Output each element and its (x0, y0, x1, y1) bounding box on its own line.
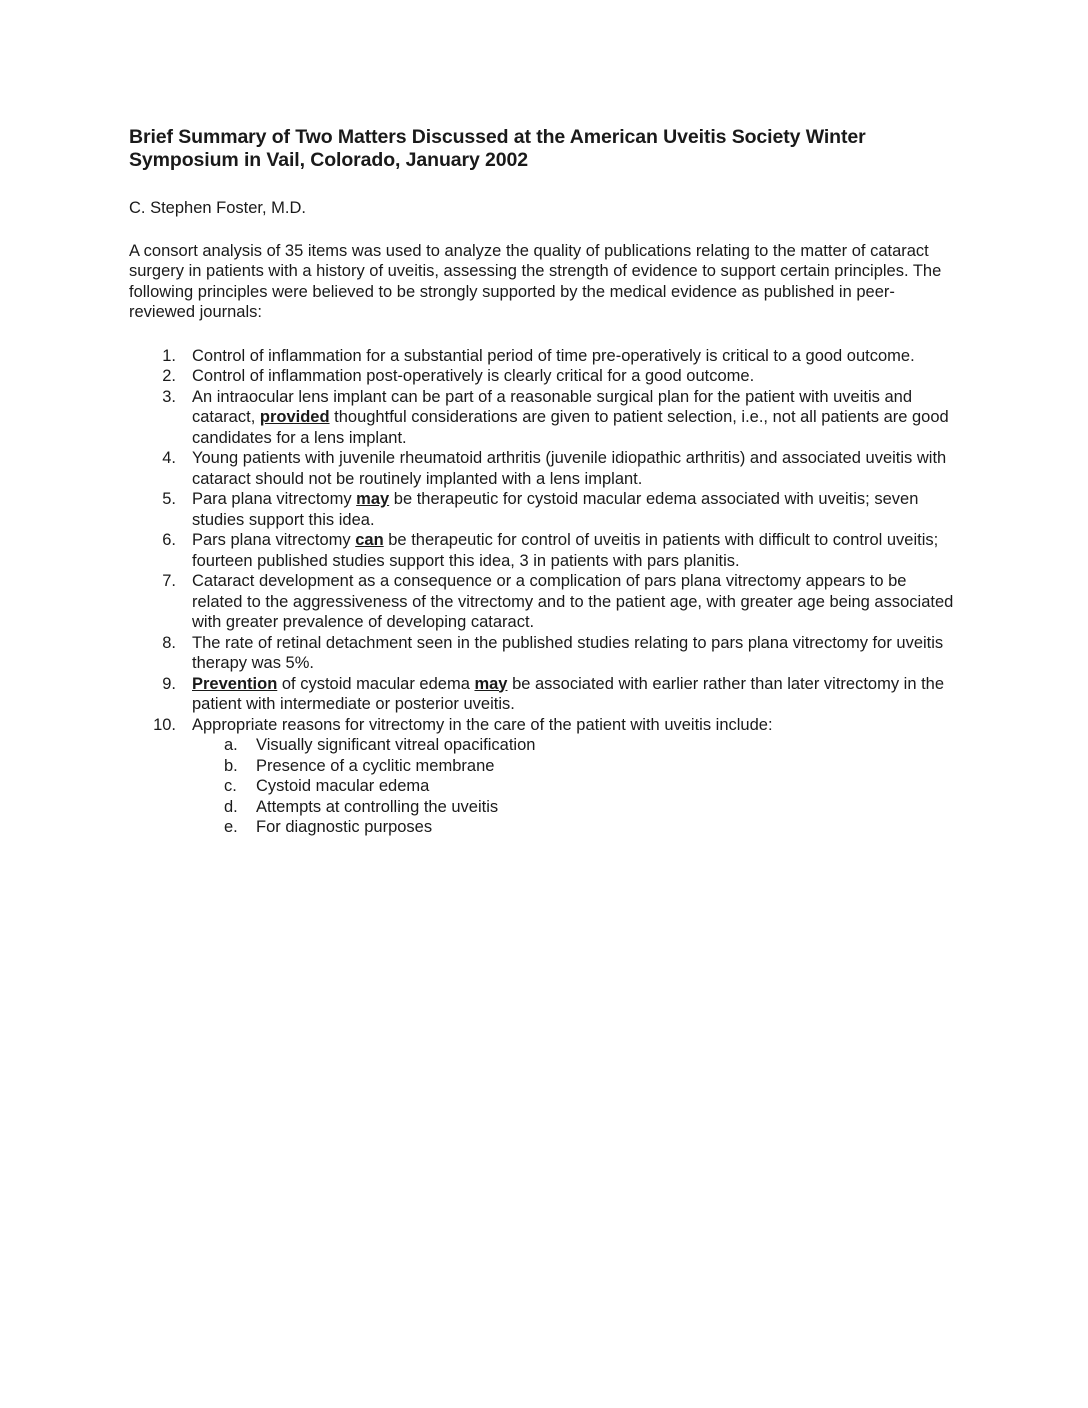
sublist-letter: c. (224, 777, 237, 795)
item-number: 5. (162, 490, 176, 508)
sublist-text: Visually significant vitreal opacification (256, 736, 536, 754)
item-number: 6. (162, 531, 176, 549)
item-text-after: thoughtful considerations are given to patient selection, i.e., not all patients are good candidates for a lens implant. (192, 408, 949, 447)
item-text: Control of inflammation post-operatively is clearly critical for a good outcome. (192, 367, 755, 385)
sublist-text: Attempts at controlling the uveitis (256, 797, 499, 816)
emphasis-prevention: Prevention (192, 674, 278, 693)
item-text-before: An intraocular lens implant can be part of a reasonable surgical plan for the patient with uveitis and cataract, (192, 387, 913, 426)
emphasis-may: may (474, 674, 508, 693)
emphasis-provided: provided (259, 408, 330, 426)
item-text-after: be therapeutic for cystoid macular edema associated with uveitis; seven studies support this idea. (192, 490, 919, 529)
list-item (129, 387, 959, 449)
item-number: 10. (153, 715, 176, 734)
item-text-after: be therapeutic for control of uveitis in patients with difficult to control uveitis; fourteen published studies support this idea, 3 in patients with pars planitis. (192, 531, 939, 570)
sublist-letter: a. (224, 736, 238, 754)
author-name: C. Stephen Foster, M.D. (129, 199, 306, 217)
sublist-text: Presence of a cyclitic membrane (256, 756, 495, 775)
sublist-text: Cystoid macular edema (256, 777, 430, 795)
list-item (129, 715, 959, 838)
item-number: 9. (162, 674, 176, 693)
list-item (129, 366, 959, 387)
principles-list (129, 346, 959, 838)
emphasis-can: can (355, 531, 384, 549)
item-number: 2. (162, 367, 176, 385)
item-text-middle: of cystoid macular edema (277, 674, 475, 693)
sublist-text: For diagnostic purposes (256, 818, 433, 836)
item-text: Cataract development as a consequence or a complication of pars plana vitrectomy appears to be related to the aggressiveness of the vitrectomy and to the patient age, with greater age being associated with greater prevalence of developing cataract. (192, 572, 954, 631)
item-number: 4. (162, 449, 176, 467)
list-item (129, 633, 959, 674)
item-text: Young patients with juvenile rheumatoid arthritis (juvenile idiopathic arthritis) and associated uveitis with cataract should not be routinely implanted with a lens implant. (192, 449, 947, 488)
sublist-letter: d. (224, 797, 238, 816)
item-text: Appropriate reasons for vitrectomy in the care of the patient with uveitis include: (192, 715, 773, 734)
document-title (129, 126, 959, 172)
list-item (129, 346, 959, 367)
list-item (129, 571, 959, 633)
sublist-item (192, 776, 959, 797)
list-item (129, 674, 959, 715)
list-item (129, 448, 959, 489)
title-line-1: Brief Summary of Two Matters Discussed at the American Uveitis Society Winter (129, 126, 866, 148)
list-item (129, 530, 959, 571)
emphasis-may: may (356, 490, 390, 508)
item-number: 7. (162, 572, 176, 590)
reasons-sublist (192, 735, 959, 838)
item-number: 3. (162, 387, 176, 406)
item-number: 8. (162, 633, 176, 652)
sublist-item (192, 797, 959, 818)
title-line-2: Symposium in Vail, Colorado, January 2002 (129, 149, 529, 171)
item-number: 1. (162, 346, 176, 365)
sublist-item (192, 817, 959, 838)
document-page (129, 126, 959, 838)
intro-paragraph: A consort analysis of 35 items was used to analyze the quality of publications relating to the matter of cataract surgery in patients with a history of uveitis, assessing the strength of evidence to support certain principles. The following principles were believed to be strongly supported by the medical evidence as published in peer-reviewed journals: (129, 241, 942, 321)
sublist-item (192, 735, 959, 756)
item-text: The rate of retinal detachment seen in the published studies relating to pars plana vitrectomy for uveitis therapy was 5%. (192, 633, 944, 672)
sublist-letter: b. (224, 756, 238, 775)
list-item (129, 489, 959, 530)
sublist-letter: e. (224, 818, 238, 836)
item-text-before: Para plana vitrectomy (192, 490, 357, 508)
item-text-after: be associated with earlier rather than later vitrectomy in the patient with intermediate or posterior uveitis. (192, 674, 945, 713)
item-text: Control of inflammation for a substantial period of time pre-operatively is critical to a good outcome. (192, 346, 915, 365)
sublist-item (192, 756, 959, 777)
item-text-before: Pars plana vitrectomy (192, 531, 356, 549)
